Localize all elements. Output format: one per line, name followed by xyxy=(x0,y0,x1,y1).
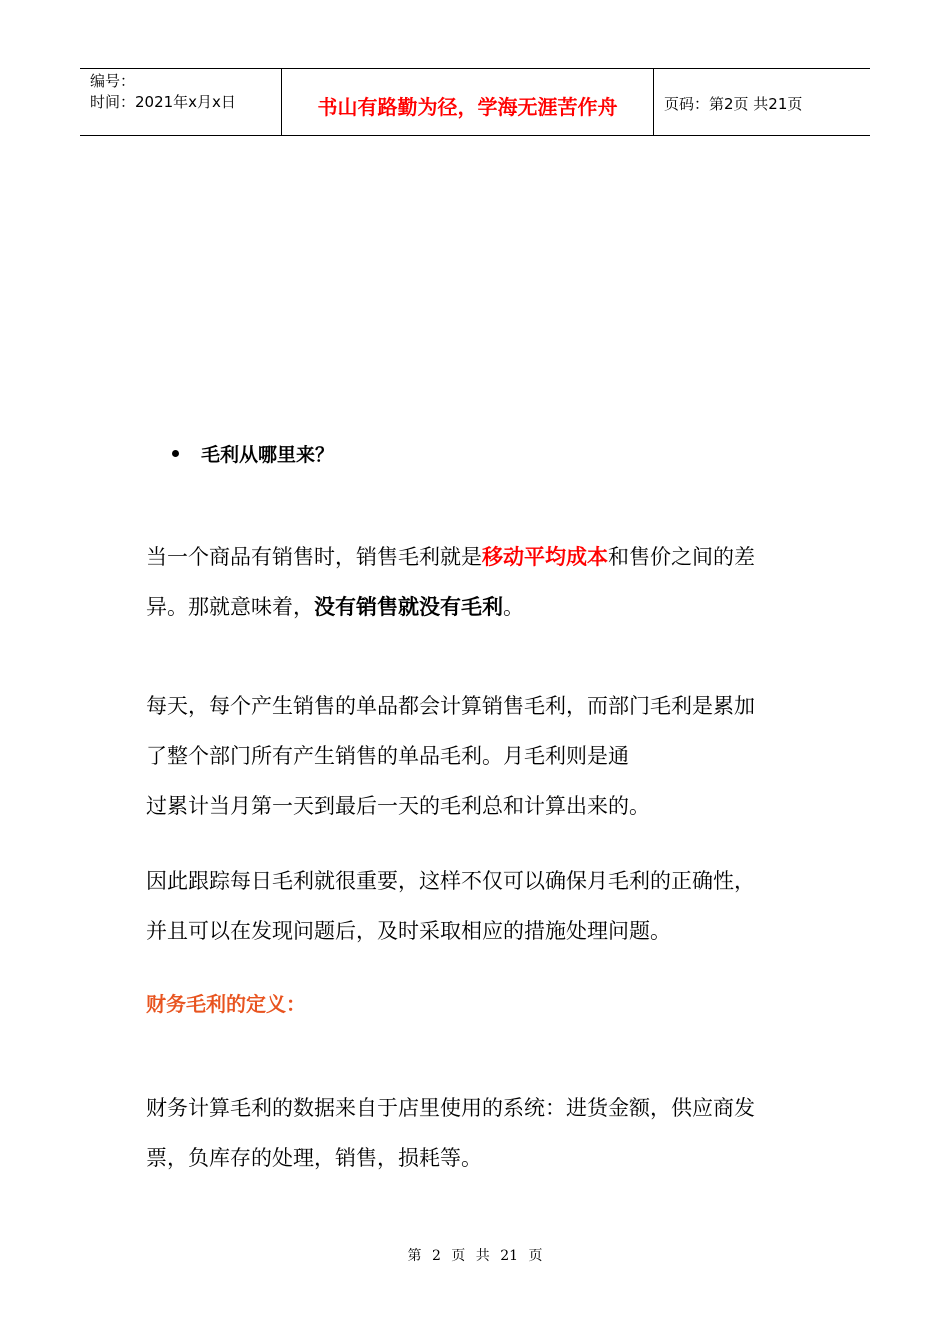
document-header xyxy=(80,68,870,136)
paragraph-daily-profit xyxy=(146,681,755,831)
paragraph-line: 因此跟踪每日毛利就很重要，这样不仅可以确保月毛利的正确性， xyxy=(146,869,755,893)
bullet-dot-icon xyxy=(172,450,179,457)
paragraph-line: 票，负库存的处理，销售，损耗等。 xyxy=(146,1146,482,1170)
paragraph-line: 并且可以在发现问题后，及时采取相应的措施处理问题。 xyxy=(146,919,671,943)
text-span: 异。那就意味着， xyxy=(146,595,314,619)
header-motto: 书山有路勤为径，学海无涯苦作舟 xyxy=(282,69,654,135)
paragraph-line: 了整个部门所有产生销售的单品毛利。月毛利则是通 xyxy=(146,744,629,768)
page-footer: 第 2 页 共 21 页 xyxy=(407,1248,543,1264)
document-time-label: 时间：2021年x月x日 xyxy=(90,93,236,111)
paragraph-financial-definition xyxy=(146,1083,755,1183)
text-span: 。 xyxy=(503,595,524,619)
paragraph-line xyxy=(146,582,755,632)
paragraph-line: 每天，每个产生销售的单品都会计算销售毛利，而部门毛利是累加 xyxy=(146,694,755,718)
paragraph-line: 财务计算毛利的数据来自于店里使用的系统：进货金额，供应商发 xyxy=(146,1096,755,1120)
paragraph-line: 过累计当月第一天到最后一天的毛利总和计算出来的。 xyxy=(146,794,650,818)
paragraph-line xyxy=(146,532,755,582)
section-title-financial-gross-profit: 财务毛利的定义： xyxy=(146,992,306,1016)
text-span: 当一个商品有销售时，销售毛利就是 xyxy=(146,545,482,569)
paragraph-tracking xyxy=(146,856,755,956)
emphasis-no-sales-no-profit: 没有销售就没有毛利 xyxy=(314,595,503,619)
header-page-code: 页码：第2页 共21页 xyxy=(664,94,803,113)
header-meta-cell xyxy=(80,69,282,135)
highlight-moving-average-cost: 移动平均成本 xyxy=(482,545,608,569)
paragraph-gross-profit-origin xyxy=(146,532,755,632)
document-number-label: 编号： xyxy=(90,72,136,90)
bullet-heading-text: 毛利从哪里来？ xyxy=(201,444,335,466)
text-span: 和售价之间的差 xyxy=(608,545,755,569)
bullet-heading xyxy=(172,440,334,467)
